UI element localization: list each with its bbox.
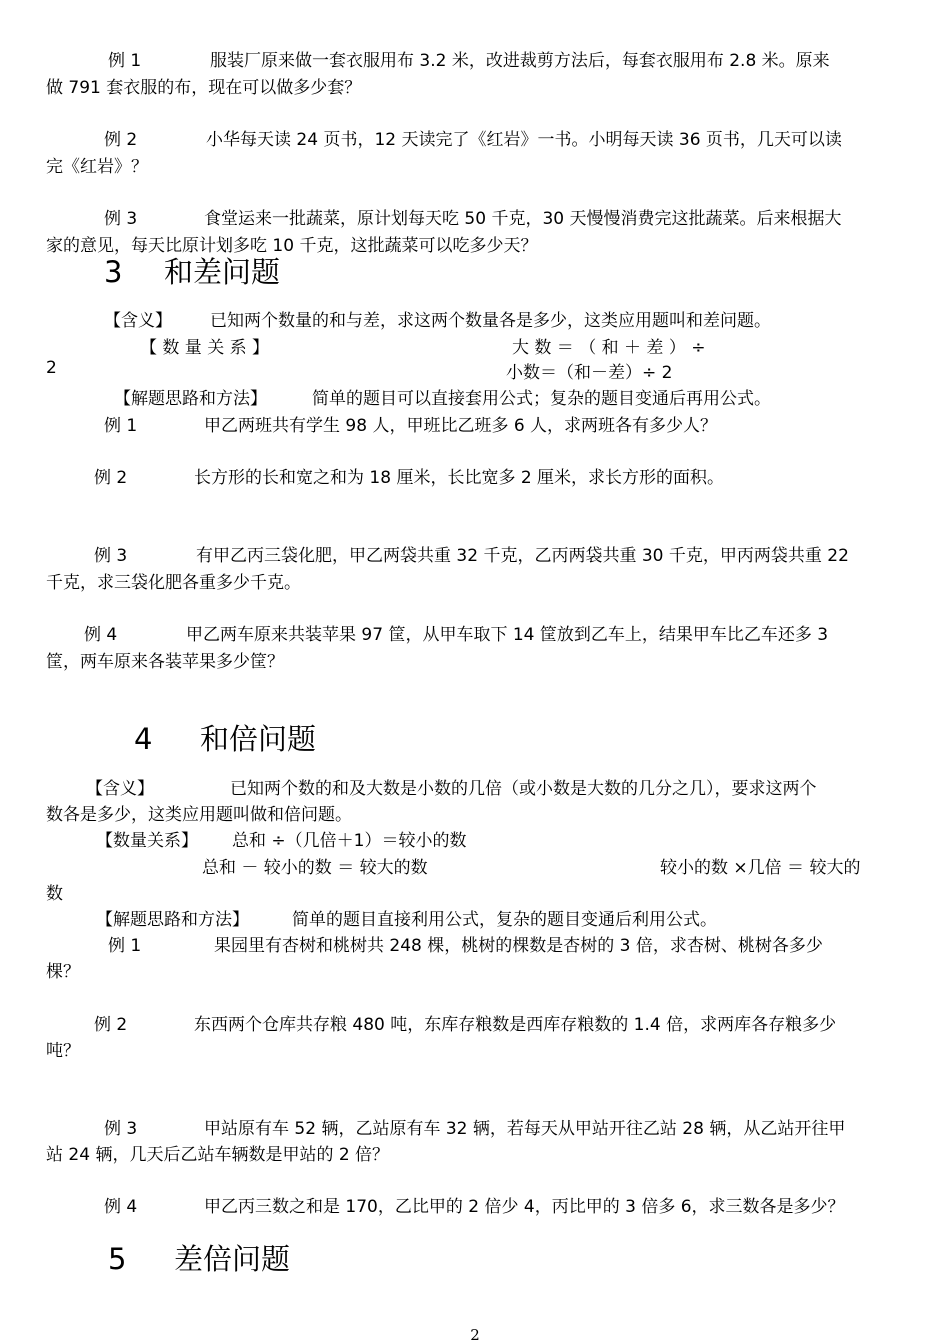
example-label: 例 2 — [94, 1015, 128, 1035]
example-text: 甲站原有车 52 辆，乙站原有车 32 辆，若每天从甲站开往乙站 28 辆，从乙站开往甲 — [204, 1119, 846, 1139]
relation-formula: 较小的数 ×几倍 ＝ 较大的 — [660, 858, 861, 878]
meaning-text: 数各是多少，这类应用题叫做和倍问题。 — [46, 805, 352, 825]
meaning-label: 【含义】 — [86, 779, 154, 799]
example-text: 甲乙两车原来共装苹果 97 筐，从甲车取下 14 筐放到乙车上，结果甲车比乙车还多 3 — [186, 625, 829, 645]
example-label: 例 2 — [104, 130, 138, 150]
example-label: 例 3 — [104, 1119, 138, 1139]
meaning-text: 已知两个数量的和与差，求这两个数量各是多少，这类应用题叫和差问题。 — [210, 311, 771, 331]
meaning-text: 已知两个数的和及大数是小数的几倍（或小数是大数的几分之几），要求这两个 — [230, 779, 817, 799]
relation-formula-tail: 2 — [46, 358, 57, 378]
example-text: 果园里有杏树和桃树共 248 棵，桃树的棵数是杏树的 3 倍，求杏树、桃树各多少 — [214, 936, 823, 956]
example-label: 例 3 — [94, 546, 128, 566]
example-label: 例 1 — [108, 51, 142, 71]
example-text: 食堂运来一批蔬菜，原计划每天吃 50 千克，30 天慢慢消费完这批蔬菜。后来根据大 — [204, 209, 842, 229]
section-title: 和倍问题 — [200, 722, 317, 756]
method-label: 【解题思路和方法】 — [114, 389, 267, 409]
page-number: 2 — [470, 1326, 480, 1344]
section-number: 3 — [104, 255, 123, 289]
section-heading — [104, 250, 280, 291]
section-number: 5 — [108, 1242, 127, 1276]
example-label: 例 2 — [94, 468, 128, 488]
example-text: 站 24 辆，几天后乙站车辆数是甲站的 2 倍？ — [46, 1145, 390, 1165]
example-text: 服装厂原来做一套衣服用布 3.2 米，改进裁剪方法后，每套衣服用布 2.8 米。原来 — [210, 51, 830, 71]
example-text: 家的意见，每天比原计划多吃 10 千克，这批蔬菜可以吃多少天？ — [46, 236, 538, 256]
meaning-label: 【含义】 — [104, 311, 172, 331]
example-label: 例 1 — [104, 416, 138, 436]
example-text: 筐，两车原来各装苹果多少筐？ — [46, 652, 284, 672]
relation-formula: 大 数 ＝ （ 和 ＋ 差 ） ÷ — [512, 338, 706, 358]
example-text: 东西两个仓库共存粮 480 吨，东库存粮数是西库存粮数的 1.4 倍，求两库各存粮多少 — [194, 1015, 837, 1035]
method-label: 【解题思路和方法】 — [96, 910, 249, 930]
relation-formula-tail: 数 — [46, 884, 63, 904]
relation-label: 【 数 量 关 系 】 — [140, 338, 270, 358]
example-label: 例 1 — [108, 936, 142, 956]
section-number: 4 — [134, 722, 153, 756]
example-text: 棵？ — [46, 962, 80, 982]
example-label: 例 4 — [84, 625, 118, 645]
relation-formula: 总和 － 较小的数 ＝ 较大的数 — [202, 858, 428, 878]
example-text: 完《红岩》？ — [46, 157, 148, 177]
method-text: 简单的题目可以直接套用公式；复杂的题目变通后再用公式。 — [312, 389, 771, 409]
example-text: 做 791 套衣服的布，现在可以做多少套？ — [46, 78, 362, 98]
section-title: 差倍问题 — [174, 1242, 291, 1276]
example-text: 甲乙丙三数之和是 170，乙比甲的 2 倍少 4，丙比甲的 3 倍多 6，求三数各是多少？ — [204, 1197, 845, 1217]
example-text: 长方形的长和宽之和为 18 厘米，长比宽多 2 厘米，求长方形的面积。 — [194, 468, 725, 488]
example-label: 例 4 — [104, 1197, 138, 1217]
example-text: 千克，求三袋化肥各重多少千克。 — [46, 573, 301, 593]
section-heading — [134, 717, 316, 758]
relation-label: 【数量关系】 — [96, 831, 198, 851]
relation-formula: 总和 ÷（几倍＋1）＝较小的数 — [232, 831, 467, 851]
example-text: 有甲乙丙三袋化肥，甲乙两袋共重 32 千克，乙丙两袋共重 30 千克，甲丙两袋共重 22 — [196, 546, 849, 566]
section-heading — [108, 1237, 290, 1278]
example-label: 例 3 — [104, 209, 138, 229]
method-text: 简单的题目直接利用公式，复杂的题目变通后利用公式。 — [292, 910, 717, 930]
example-text: 甲乙两班共有学生 98 人，甲班比乙班多 6 人，求两班各有多少人？ — [204, 416, 718, 436]
example-text: 小华每天读 24 页书，12 天读完了《红岩》一书。小明每天读 36 页书，几天可以读 — [206, 130, 842, 150]
relation-formula: 小数＝（和－差）÷ 2 — [506, 363, 673, 383]
example-text: 吨？ — [46, 1041, 80, 1061]
section-title: 和差问题 — [164, 255, 281, 289]
